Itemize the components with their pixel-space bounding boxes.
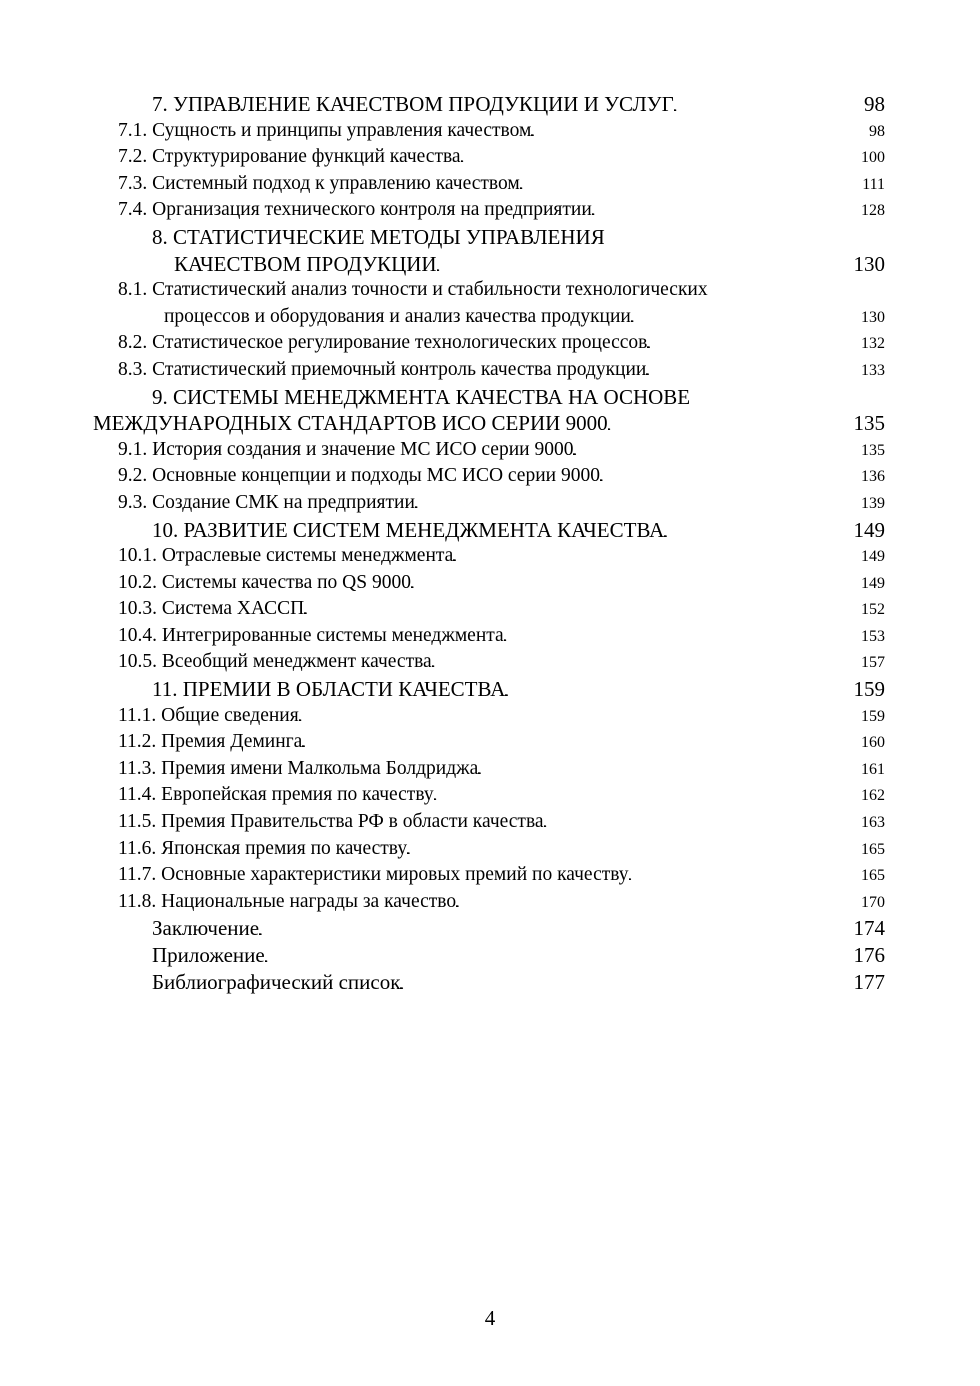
toc-entry (0, 304, 980, 331)
toc-entry-page: 135 (853, 411, 885, 436)
toc-entry-page: 177 (853, 969, 885, 994)
toc-entry (0, 197, 980, 224)
toc-entry-title: 9. СИСТЕМЫ МЕНЕДЖМЕНТА КАЧЕСТВА НА ОСНОВЕ (152, 384, 691, 409)
toc-entry (0, 756, 980, 783)
toc-entry (0, 490, 980, 517)
toc-entry (0, 809, 980, 836)
toc-entry-page: 149 (861, 574, 885, 592)
toc-entry-title: 11.8. Национальные награды за качество (118, 890, 457, 912)
toc-entry-page: 149 (853, 517, 885, 542)
toc-entry-title: КАЧЕСТВОМ ПРОДУКЦИИ (174, 251, 437, 276)
toc-dot-leader (415, 490, 859, 519)
toc-entry (0, 915, 980, 942)
toc-entry-page: 135 (861, 441, 885, 459)
toc-entry (0, 517, 980, 544)
toc-dot-leader (411, 570, 859, 599)
toc-entry-title: 11.2. Премия Деминга (118, 731, 303, 753)
toc-entry-page: 100 (861, 149, 885, 167)
toc-dot-leader (646, 357, 859, 386)
toc-entry-page: 98 (864, 92, 885, 116)
toc-dot-leader (302, 729, 859, 758)
toc-entry-title: 8. СТАТИСТИЧЕСКИЕ МЕТОДЫ УПРАВЛЕНИЯ (152, 224, 605, 249)
page-number: 4 (484, 1306, 496, 1330)
toc-dot-leader (520, 171, 861, 200)
toc-entry-page: 133 (861, 361, 885, 379)
toc-entry-page: 162 (861, 787, 885, 805)
toc-entry-page: 165 (861, 840, 885, 858)
toc-entry-page: 132 (861, 335, 885, 353)
toc-entry (0, 623, 980, 650)
toc-entry (0, 277, 980, 304)
toc-entry (0, 171, 980, 198)
toc-entry-title: 7.4. Организация технического контроля на предприятии (118, 199, 592, 221)
toc-entry-title: 11. ПРЕМИИ В ОБЛАСТИ КАЧЕСТВА (152, 677, 506, 702)
toc-dot-leader (531, 118, 867, 147)
toc-dot-leader (631, 304, 859, 333)
toc-entry-page: 160 (861, 734, 885, 752)
toc-entry-title: 8.2. Статистическое регулирование технологических процессов (118, 332, 648, 354)
toc-entry-title: 7.2. Структурирование функций качества (118, 146, 461, 168)
toc-entry (0, 543, 980, 570)
toc-entry-title: 11.1. Общие сведения (118, 704, 299, 726)
toc-entry (0, 410, 980, 437)
toc-entry (0, 91, 980, 118)
toc-entry-title: 11.4. Европейская премия по качеству (118, 784, 434, 806)
toc-entry-page: 98 (869, 122, 885, 140)
toc-entry-title: 9.2. Основные концепции и подходы МС ИСО серии 9000 (118, 465, 600, 487)
toc-entry-title: 11.3. Премия имени Малкольма Болдриджа (118, 757, 479, 779)
toc-entry-page: 161 (861, 760, 885, 778)
toc-dot-leader (453, 543, 859, 572)
toc-entry (0, 782, 980, 809)
toc-entry-page: 170 (861, 893, 885, 911)
toc-entry-page: 163 (861, 814, 885, 832)
toc-dot-leader (432, 649, 859, 678)
toc-entry (0, 463, 980, 490)
toc-entry (0, 330, 980, 357)
toc-entry-title: МЕЖДУНАРОДНЫХ СТАНДАРТОВ ИСО СЕРИИ 9000 (93, 411, 608, 436)
toc-entry-page: 159 (853, 677, 885, 702)
toc-entry (0, 118, 980, 145)
toc-entry-title: 8.3. Статистический приемочный контроль качества продукции (118, 358, 647, 380)
toc-entry-title: 10.2. Системы качества по QS 9000 (118, 571, 411, 593)
toc-entry-page: 139 (861, 494, 885, 512)
toc-entry-title: 9.3. Создание СМК на предприятии (118, 491, 415, 513)
toc-entry (0, 596, 980, 623)
toc-entry-title: 10.5. Всеобщий менеджмент качества (118, 651, 432, 673)
toc-entry-page: 136 (861, 468, 885, 486)
toc-entry-page: 130 (853, 251, 885, 276)
toc-dot-leader (478, 756, 859, 785)
toc-entry (0, 703, 980, 730)
toc-entry (0, 144, 980, 171)
toc-dot-leader (592, 197, 859, 226)
toc-entry (0, 570, 980, 597)
toc-entry (0, 437, 980, 464)
toc-entry-title: 7.3. Системный подход к управлению качеством (118, 172, 520, 194)
toc-dot-leader (647, 330, 859, 359)
toc-entry (0, 836, 980, 863)
toc-dot-leader (504, 623, 859, 652)
toc-entry-page: 152 (861, 601, 885, 619)
toc-entry-page: 174 (853, 916, 885, 941)
toc-entry-title: 11.5. Премия Правительства РФ в области качества (118, 811, 544, 833)
toc-dot-leader (299, 703, 859, 732)
table-of-contents (0, 91, 980, 995)
toc-entry (0, 251, 980, 278)
toc-entry (0, 384, 980, 411)
toc-entry-title: 10.1. Отраслевые системы менеджмента (118, 545, 454, 567)
toc-entry (0, 969, 980, 996)
toc-entry (0, 942, 980, 969)
toc-entry (0, 729, 980, 756)
toc-entry-page: 130 (861, 308, 885, 326)
toc-entry-title: 10.3. Система ХАССП (118, 598, 305, 620)
toc-entry-page: 111 (862, 175, 885, 193)
toc-dot-leader (434, 782, 859, 811)
toc-entry-title: 11.6. Японская премия по качеству (118, 837, 408, 859)
toc-entry-title: 8.1. Статистический анализ точности и стабильности технологических (118, 279, 708, 301)
toc-entry (0, 862, 980, 889)
toc-entry-title: Библиографический список (152, 969, 401, 994)
toc-entry-page: 165 (861, 867, 885, 885)
toc-entry (0, 649, 980, 676)
toc-dot-leader (544, 809, 859, 838)
toc-entry-page: 159 (861, 707, 885, 725)
toc-dot-leader (600, 463, 859, 492)
toc-entry-title: 10.4. Интегрированные системы менеджмента (118, 624, 504, 646)
toc-entry-page: 176 (853, 943, 885, 967)
toc-dot-leader (629, 862, 859, 891)
toc-entry-title: 7.1. Сущность и принципы управления качеством (118, 119, 532, 141)
toc-entry-title: процессов и оборудования и анализ качества продукции (164, 305, 631, 327)
toc-dot-leader (407, 836, 859, 865)
toc-entry-title: 11.7. Основные характеристики мировых премий по качеству (118, 864, 629, 886)
toc-entry-page: 157 (861, 654, 885, 672)
toc-dot-leader (400, 969, 849, 1000)
toc-entry (0, 889, 980, 916)
toc-entry (0, 676, 980, 703)
toc-dot-leader (456, 889, 859, 918)
toc-entry-title: 7. УПРАВЛЕНИЕ КАЧЕСТВОМ ПРОДУКЦИИ И УСЛУГ (152, 92, 674, 116)
toc-entry (0, 224, 980, 251)
toc-entry-page: 153 (861, 627, 885, 645)
toc-dot-leader (461, 144, 859, 173)
toc-entry (0, 357, 980, 384)
toc-entry-title: 9.1. История создания и значение МС ИСО серии 9000 (118, 438, 574, 460)
toc-entry-title: Заключение (152, 916, 260, 941)
toc-entry-title: 10. РАЗВИТИЕ СИСТЕМ МЕНЕДЖМЕНТА КАЧЕСТВА (152, 517, 665, 542)
toc-dot-leader (573, 437, 859, 466)
toc-dot-leader (304, 596, 859, 625)
toc-entry-title: Приложение (152, 943, 265, 967)
toc-entry-page: 128 (861, 202, 885, 220)
toc-entry-page: 149 (861, 548, 885, 566)
